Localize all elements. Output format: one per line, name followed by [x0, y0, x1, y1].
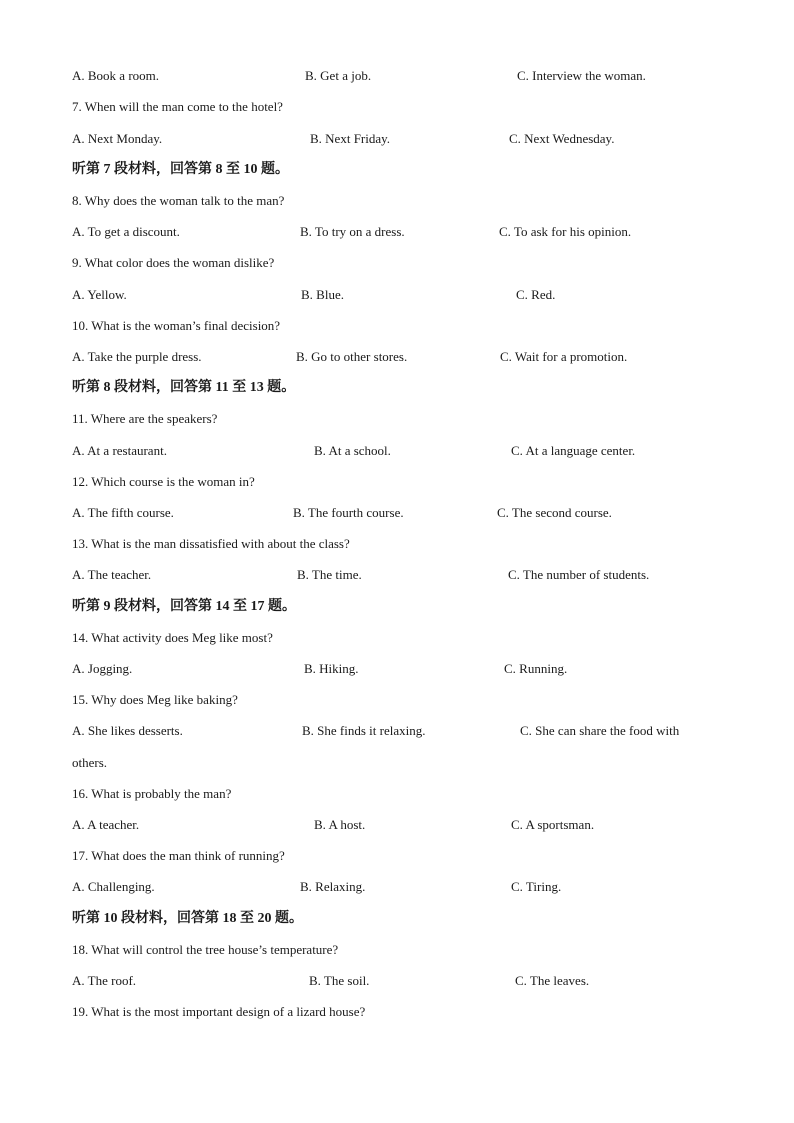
option-b: B. A host. [314, 817, 366, 832]
question-10 [0, 316, 794, 336]
question-text: 12. Which course is the woman in? [72, 474, 255, 489]
option-c: C. Interview the woman. [517, 68, 646, 83]
question-text: 11. Where are the speakers? [72, 411, 218, 426]
continuation-text: others. [72, 755, 108, 770]
option-c: C. A sportsman. [511, 817, 595, 832]
options-row-10 [0, 347, 794, 367]
option-b: B. Relaxing. [300, 879, 366, 894]
question-text: 10. What is the woman’s final decision? [72, 318, 281, 333]
section-heading-10 [0, 909, 794, 929]
option-b: B. At a school. [314, 443, 391, 458]
options-row-16 [0, 815, 794, 835]
question-13 [0, 534, 794, 554]
question-14 [0, 628, 794, 648]
question-17 [0, 846, 794, 866]
heading-text: 听第 9 段材料，回答第 14 至 17 题。 [72, 599, 296, 614]
section-heading-9 [0, 597, 794, 617]
question-text: 14. What activity does Meg like most? [72, 630, 273, 645]
question-text: 15. Why does Meg like baking? [72, 692, 238, 707]
question-11 [0, 409, 794, 429]
option-a: A. At a restaurant. [72, 443, 167, 458]
option-b: B. The fourth course. [293, 505, 404, 520]
option-b: B. The time. [297, 567, 362, 582]
question-7 [0, 97, 794, 117]
option-a: A. She likes desserts. [72, 723, 183, 738]
option-b: B. Go to other stores. [296, 349, 408, 364]
option-c: C. She can share the food with [520, 723, 680, 738]
section-heading-7 [0, 160, 794, 180]
question-text: 17. What does the man think of running? [72, 848, 285, 863]
option-a: A. A teacher. [72, 817, 140, 832]
question-text: 13. What is the man dissatisfied with about the class? [72, 536, 350, 551]
option-a: A. To get a discount. [72, 224, 180, 239]
options-row-9 [0, 285, 794, 305]
question-text: 8. Why does the woman talk to the man? [72, 193, 285, 208]
option-b: B. Hiking. [304, 661, 359, 676]
heading-text: 听第 8 段材料，回答第 11 至 13 题。 [72, 380, 296, 395]
heading-text: 听第 10 段材料，回答第 18 至 20 题。 [72, 911, 303, 926]
option-b: B. She finds it relaxing. [302, 723, 426, 738]
option-c: C. Red. [516, 287, 556, 302]
option-c: C. Tiring. [511, 879, 562, 894]
option-a: A. Book a room. [72, 68, 160, 83]
options-row-8 [0, 222, 794, 242]
question-text: 19. What is the most important design of a lizard house? [72, 1004, 366, 1019]
option-a: A. Next Monday. [72, 131, 163, 146]
option-a: A. The teacher. [72, 567, 152, 582]
option-c: C. The number of students. [508, 567, 650, 582]
question-text: 18. What will control the tree house’s temperature? [72, 942, 339, 957]
option-a: A. Challenging. [72, 879, 155, 894]
question-text: 7. When will the man come to the hotel? [72, 99, 283, 114]
options-row-12 [0, 503, 794, 523]
option-b: B. Get a job. [305, 68, 372, 83]
option-b: B. The soil. [309, 973, 370, 988]
option-c: C. Wait for a promotion. [500, 349, 628, 364]
option-c: C. The second course. [497, 505, 612, 520]
option-b: B. To try on a dress. [300, 224, 405, 239]
question-9 [0, 253, 794, 273]
options-row-13 [0, 565, 794, 585]
options-row-17 [0, 877, 794, 897]
option-a: A. Jogging. [72, 661, 133, 676]
option-c: C. The leaves. [515, 973, 590, 988]
question-19 [0, 1002, 794, 1022]
question-16 [0, 784, 794, 804]
option-c: C. At a language center. [511, 443, 636, 458]
question-18 [0, 940, 794, 960]
options-row-14 [0, 659, 794, 679]
option-b: B. Next Friday. [310, 131, 391, 146]
heading-text: 听第 7 段材料，回答第 8 至 10 题。 [72, 162, 289, 177]
option-a: A. The fifth course. [72, 505, 174, 520]
options-row-6 [0, 66, 794, 86]
option-c: C. Running. [504, 661, 568, 676]
question-text: 9. What color does the woman dislike? [72, 255, 275, 270]
option-c: C. Next Wednesday. [509, 131, 615, 146]
option-a: A. Yellow. [72, 287, 127, 302]
option-c: C. To ask for his opinion. [499, 224, 632, 239]
options-row-7 [0, 129, 794, 149]
option-b: B. Blue. [301, 287, 344, 302]
question-8 [0, 191, 794, 211]
options-row-18 [0, 971, 794, 991]
question-text: 16. What is probably the man? [72, 786, 232, 801]
section-heading-8 [0, 378, 794, 398]
question-15 [0, 690, 794, 710]
option-c-continuation [0, 753, 794, 773]
options-row-15 [0, 721, 794, 741]
question-12 [0, 472, 794, 492]
option-a: A. The roof. [72, 973, 137, 988]
option-a: A. Take the purple dress. [72, 349, 202, 364]
options-row-11 [0, 441, 794, 461]
